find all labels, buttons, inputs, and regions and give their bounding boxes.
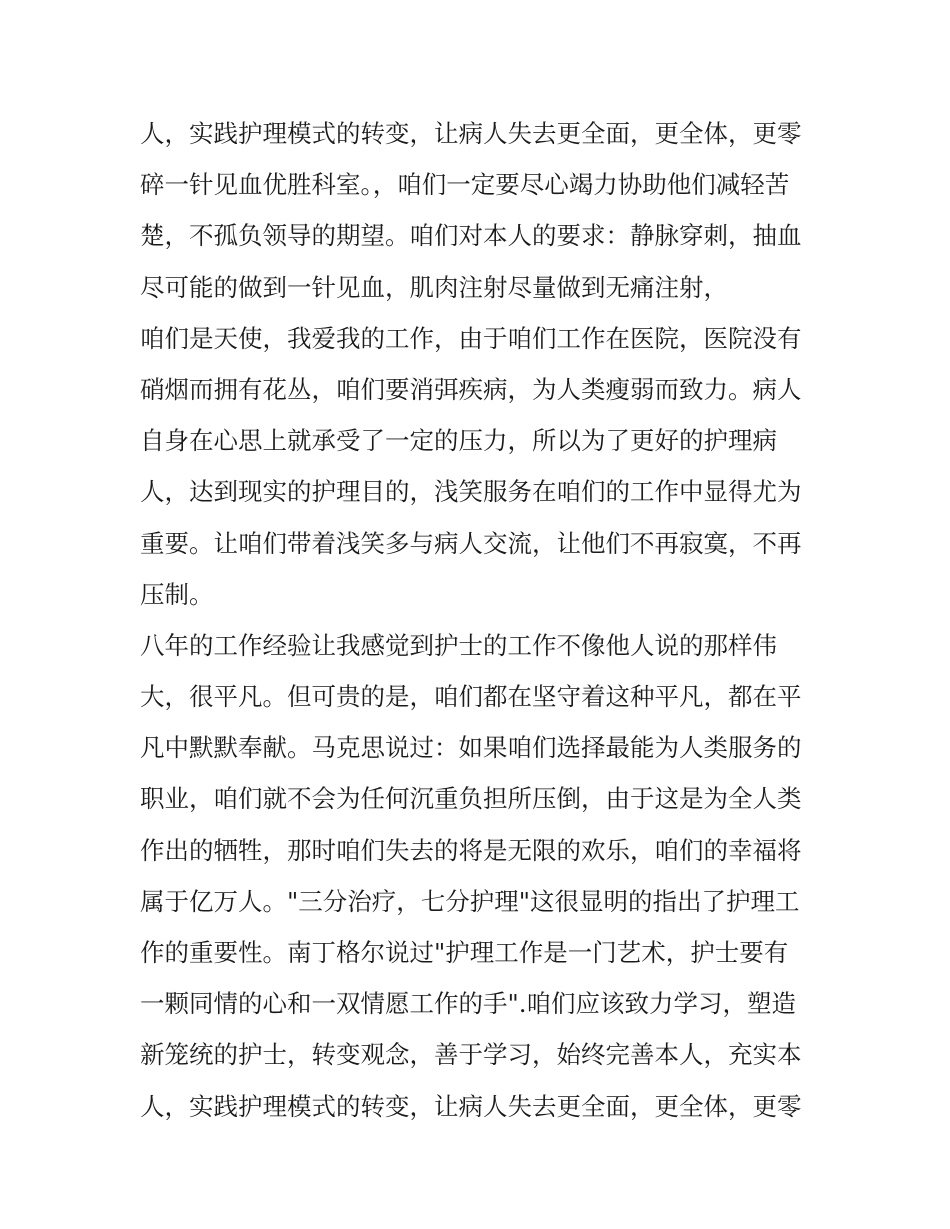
text-line: 职业，咱们就不会为任何沉重负担所压倒，由于这是为全人类 [140,784,802,814]
text-line: 尽可能的做到一针见血，肌肉注射尽量做到无痛注射， [140,272,728,302]
text-line: 楚，不孤负领导的期望。咱们对本人的要求：静脉穿刺，抽血 [140,221,802,251]
text-line: 咱们是天使，我爱我的工作，由于咱们工作在医院，医院没有 [140,323,802,353]
document-body [140,108,820,1132]
text-line: 凡中默默奉献。马克思说过：如果咱们选择最能为人类服务的 [140,733,802,763]
text-line: 碎一针见血优胜科室。，咱们一定要尽心竭力协助他们减轻苦 [140,170,790,200]
text-line: 属于亿万人。"三分治疗，七分护理"这很显明的指出了护理工 [140,886,800,916]
text-line: 作的重要性。南丁格尔说过"护理工作是一门艺术，护士要有 [140,938,789,967]
text-line: 新笼统的护士，转变观念，善于学习，始终完善本人，充实本 [140,1040,802,1070]
text-line: 人，达到现实的护理目的，浅笑服务在咱们的工作中显得尤为 [140,477,802,507]
text-line: 一颗同情的心和一双情愿工作的手".咱们应该致力学习，塑造 [140,989,797,1019]
text-line: 人，实践护理模式的转变，让病人失去更全面，更全体，更零 [140,1091,802,1121]
text-line: 重要。让咱们带着浅笑多与病人交流，让他们不再寂寞，不再 [140,528,802,558]
text-line: 压制。 [140,579,214,609]
text-line: 大，很平凡。但可贵的是，咱们都在坚守着这种平凡，都在平 [140,682,802,712]
text-line: 人，实践护理模式的转变，让病人失去更全面，更全体，更零 [140,119,802,148]
text-line: 硝烟而拥有花丛，咱们要消弭疾病，为人类瘦弱而致力。病人 [140,374,802,404]
text-line: 自身在心思上就承受了一定的压力，所以为了更好的护理病 [140,426,777,456]
text-line: 八年的工作经验让我感觉到护士的工作不像他人说的那样伟 [140,630,777,660]
text-line: 作出的牺牲，那时咱们失去的将是无限的欢乐，咱们的幸福将 [140,835,802,865]
